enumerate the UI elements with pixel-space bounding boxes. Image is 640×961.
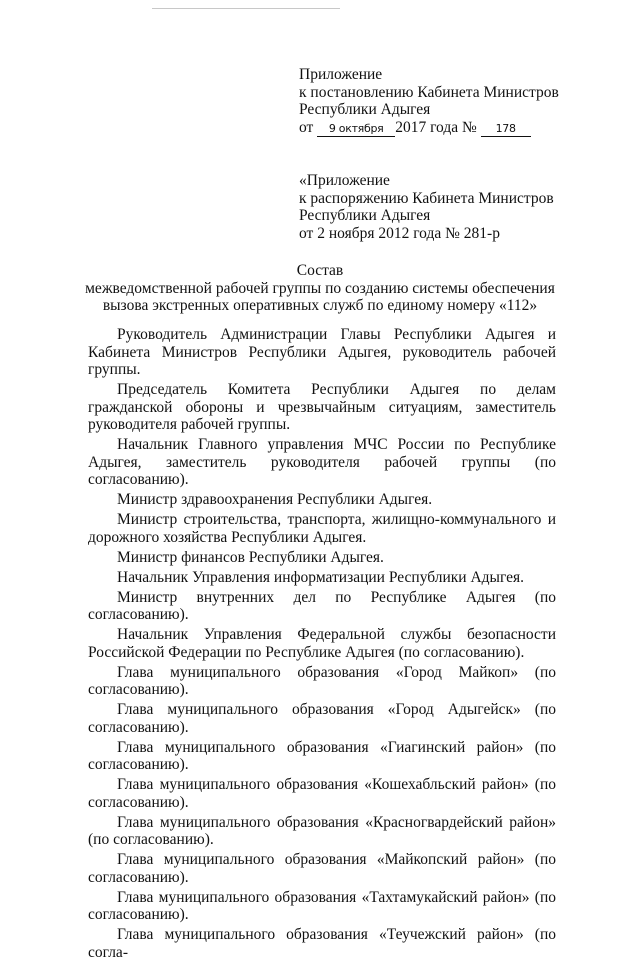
member-item: Министр здравоохранения Республики Адыгея. bbox=[117, 491, 433, 508]
appendix-line-3: Республики Адыгея bbox=[299, 101, 431, 119]
member-item: Глава муниципального образования «Гиагинский район» (по согласованию). bbox=[88, 738, 556, 773]
member-item: Начальник Управления информатизации Республики Адыгея. bbox=[117, 568, 524, 586]
member-item: Глава муниципального образования «Красногвардейский район» (по согласованию). bbox=[88, 813, 556, 848]
document-title bbox=[60, 262, 580, 315]
appendix-line-1: Приложение bbox=[299, 66, 383, 83]
appendix-header bbox=[299, 66, 619, 136]
member-item: Председатель Комитета Республики Адыгея по делам гражданской обороны и чрезвычайным ситуациям, заместитель руководителя рабочей группы. bbox=[88, 381, 556, 433]
member-item: Начальник Главного управления МЧС России по Республике Адыгея, заместитель руководителя рабочей группы (по согласованию). bbox=[88, 436, 556, 488]
handwritten-date: 9 октября bbox=[317, 121, 395, 137]
member-item: Глава муниципального образования «Город Адыгейск» (по согласованию). bbox=[88, 701, 556, 736]
year-text: 2017 года № bbox=[395, 118, 477, 136]
scan-top-edge-mark bbox=[152, 8, 340, 9]
quoted-appendix-line-4: от 2 ноября 2012 года № 281-р bbox=[299, 224, 500, 242]
quoted-appendix-line-3: Республики Адыгея bbox=[299, 207, 431, 225]
member-item: Глава муниципального образования «Кошехабльский район» (по согласованию). bbox=[88, 776, 556, 811]
member-item: Глава муниципального образования «Теучежский район» (по согла- bbox=[88, 926, 556, 961]
appendix-line-2: к постановлению Кабинета Министров bbox=[299, 83, 559, 101]
member-item: Руководитель Администрации Главы Республики Адыгея и Кабинета Министров Республики Адыгея, руководитель рабочей группы. bbox=[88, 326, 556, 378]
member-item: Министр финансов Республики Адыгея. bbox=[117, 548, 384, 566]
quoted-appendix-line-2: к распоряжению Кабинета Министров bbox=[299, 189, 554, 207]
quoted-appendix-header bbox=[299, 172, 619, 242]
member-item: Начальник Управления Федеральной службы безопасности Российской Федерации по Республике Адыгея (по согласованию). bbox=[88, 626, 556, 661]
member-item: Глава муниципального образования «Майкопский район» (по согласованию). bbox=[88, 851, 556, 886]
title-line-3: вызова экстренных оперативных служб по единому номеру «112» bbox=[102, 297, 538, 315]
member-item: Глава муниципального образования «Тахтамукайский район» (по согласованию). bbox=[88, 888, 556, 923]
appendix-date-line bbox=[299, 119, 619, 137]
member-item: Министр внутренних дел по Республике Адыгея (по согласованию). bbox=[88, 588, 556, 623]
date-prefix: от bbox=[299, 118, 314, 136]
member-item: Глава муниципального образования «Город Майкоп» (по согласованию). bbox=[88, 663, 556, 698]
title-line-2: межведомственной рабочей группы по созданию системы обеспечения bbox=[85, 279, 555, 297]
handwritten-number: 178 bbox=[481, 121, 531, 137]
members-list bbox=[88, 326, 556, 961]
member-item: Министр строительства, транспорта, жилищно-коммунального и дорожного хозяйства Республики Адыгея. bbox=[88, 511, 556, 546]
title-line-1: Состав bbox=[296, 262, 344, 279]
quoted-appendix-line-1: «Приложение bbox=[299, 172, 390, 189]
